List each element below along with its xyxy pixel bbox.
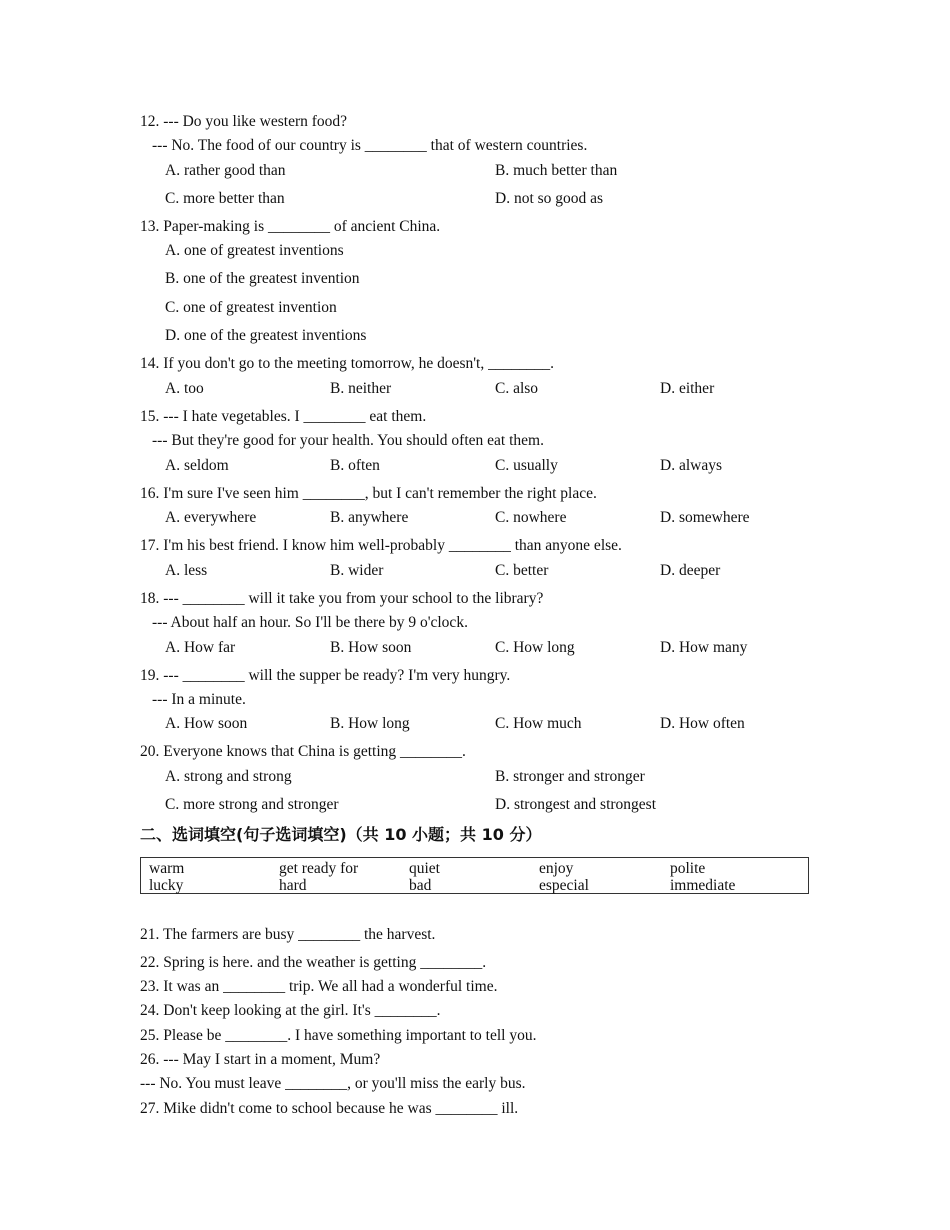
word-bank-item: bad (409, 877, 432, 894)
sentence-25: 25. Please be ________. I have something important to tell you. (140, 1027, 537, 1044)
word-bank-item: enjoy (539, 860, 574, 877)
question-20-option-a: A. strong and strong (165, 768, 292, 785)
sentence-22: 22. Spring is here. and the weather is getting ________. (140, 954, 487, 971)
sentence-21: 21. The farmers are busy ________ the harvest. (140, 926, 436, 943)
question-20-option-d: D. strongest and strongest (495, 796, 657, 813)
question-12-option-b: B. much better than (495, 162, 618, 179)
question-15-option-d: D. always (660, 457, 722, 474)
question-14-stem: 14. If you don't go to the meeting tomorrow, he doesn't, ________. (140, 355, 554, 372)
question-17-option-c: C. better (495, 562, 549, 579)
question-13-option-b: B. one of the greatest invention (165, 270, 360, 287)
question-17-option-a: A. less (165, 562, 208, 579)
question-14-option-d: D. either (660, 380, 715, 397)
question-15-option-b: B. often (330, 457, 380, 474)
word-bank-item: hard (279, 877, 307, 894)
question-15-option-c: C. usually (495, 457, 558, 474)
question-15-reply: --- But they're good for your health. You should often eat them. (152, 432, 544, 449)
word-bank-item: warm (149, 860, 185, 877)
question-15-option-a: A. seldom (165, 457, 229, 474)
question-13-option-d: D. one of the greatest inventions (165, 327, 367, 344)
question-14-option-a: A. too (165, 380, 204, 397)
question-19-reply: --- In a minute. (152, 691, 246, 708)
word-bank-item: quiet (409, 860, 440, 877)
question-15-stem: 15. --- I hate vegetables. I ________ eat them. (140, 408, 427, 425)
question-16-option-b: B. anywhere (330, 509, 409, 526)
word-bank-item: lucky (149, 877, 184, 894)
question-19-option-b: B. How long (330, 715, 410, 732)
question-14-option-b: B. neither (330, 380, 392, 397)
question-13-option-a: A. one of greatest inventions (165, 242, 344, 259)
question-16-option-a: A. everywhere (165, 509, 257, 526)
question-13-option-c: C. one of greatest invention (165, 299, 337, 316)
section-2-heading: 二、选词填空(句子选词填空)（共 10 小题；共 10 分） (140, 825, 542, 844)
question-16-stem: 16. I'm sure I've seen him ________, but I can't remember the right place. (140, 485, 597, 502)
question-17-option-d: D. deeper (660, 562, 721, 579)
sentence-26: 26. --- May I start in a moment, Mum? (140, 1051, 381, 1068)
word-bank-item: get ready for (279, 860, 359, 877)
word-bank-item: polite (670, 860, 706, 877)
question-18-stem: 18. --- ________ will it take you from your school to the library? (140, 590, 544, 607)
sentence-27: 27. Mike didn't come to school because he was ________ ill. (140, 1100, 519, 1117)
question-12-option-d: D. not so good as (495, 190, 604, 207)
question-20-stem: 20. Everyone knows that China is getting ________. (140, 743, 466, 760)
sentence-23: 23. It was an ________ trip. We all had a wonderful time. (140, 978, 498, 995)
question-18-option-b: B. How soon (330, 639, 412, 656)
question-20-option-b: B. stronger and stronger (495, 768, 645, 785)
question-19-stem: 19. --- ________ will the supper be ready? I'm very hungry. (140, 667, 511, 684)
question-17-option-b: B. wider (330, 562, 384, 579)
question-19-option-a: A. How soon (165, 715, 248, 732)
question-18-option-c: C. How long (495, 639, 575, 656)
sentence-24: 24. Don't keep looking at the girl. It's ________. (140, 1002, 441, 1019)
question-13-stem: 13. Paper-making is ________ of ancient China. (140, 218, 441, 235)
question-12-option-a: A. rather good than (165, 162, 286, 179)
question-17-stem: 17. I'm his best friend. I know him well-probably ________ than anyone else. (140, 537, 622, 554)
word-bank-item: immediate (670, 877, 736, 894)
question-16-option-c: C. nowhere (495, 509, 567, 526)
question-18-option-d: D. How many (660, 639, 748, 656)
word-bank-item: especial (539, 877, 589, 894)
question-12-option-c: C. more better than (165, 190, 285, 207)
word-bank-box (140, 857, 809, 894)
question-16-option-d: D. somewhere (660, 509, 750, 526)
question-12-reply: --- No. The food of our country is ________ that of western countries. (152, 137, 588, 154)
question-19-option-d: D. How often (660, 715, 745, 732)
question-12-stem: 12. --- Do you like western food? (140, 113, 348, 130)
question-20-option-c: C. more strong and stronger (165, 796, 339, 813)
sentence-26-reply: --- No. You must leave ________, or you'll miss the early bus. (140, 1075, 526, 1092)
question-19-option-c: C. How much (495, 715, 582, 732)
question-18-option-a: A. How far (165, 639, 236, 656)
question-18-reply: --- About half an hour. So I'll be there by 9 o'clock. (152, 614, 468, 631)
question-14-option-c: C. also (495, 380, 539, 397)
